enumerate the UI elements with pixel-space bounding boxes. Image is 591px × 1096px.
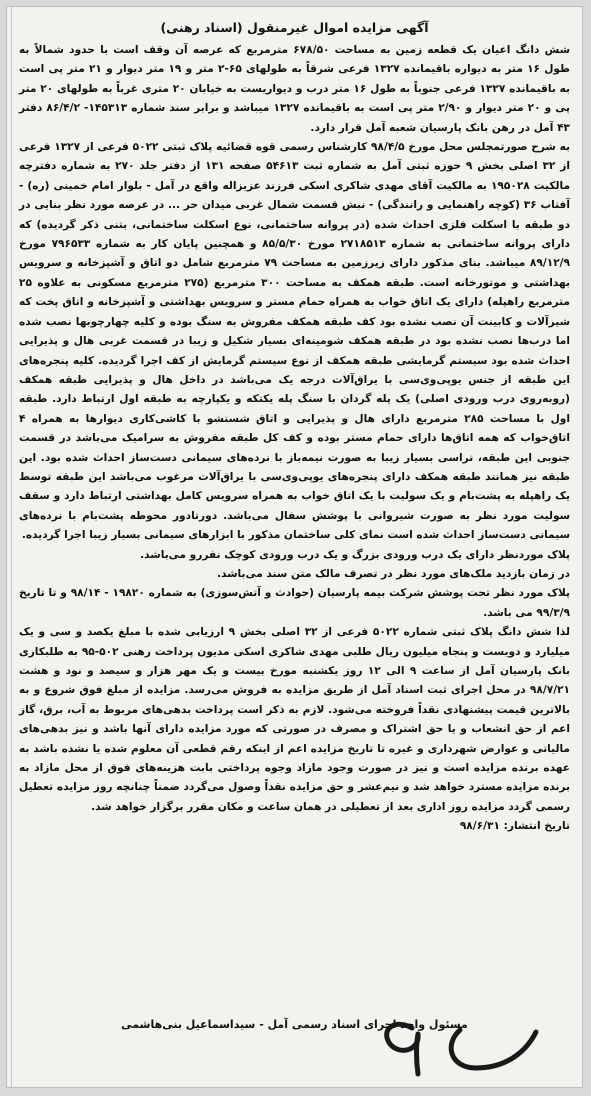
publish-date: تاریخ انتشار: ۹۸/۶/۳۱ <box>459 820 570 833</box>
notice-paragraph-insurance: پلاک مورد نظر تحت پوشش شرکت بیمه پارسیان (حوادث و آتش‌سوزی) به شماره ۱۹۸۲۰ - ۹۸/۱۴ و تا تاریخ ۹۹/۳/۹ می باشد. <box>19 587 570 619</box>
notice-paragraph-entrances: پلاک موردنظر دارای یک درب ورودی بزرگ و یک درب ورودی کوچک نفررو می‌باشد. <box>140 548 570 561</box>
notice-paragraph-expert-report: به شرح صورتمجلس محل مورخ ۹۸/۴/۵ کارشناس رسمی قوه قضائیه پلاک ثبتی ۵۰۲۲ فرعی از ۱۳۲۷ فرعی از ۳۲ اصلی بخش ۹ حوزه ثبتی آمل به شماره ثبت ۵۴۶۱۳ صفحه ۱۳۱ از دفتر جلد ۲۷۰ به شماره دفترچه مالکیت ۱۹۵۰۲۸ به مالکیت آقای مهدی شاکری اسکی فرزند عزیزاله واقع در آمل - بلوار امام خمینی (ره) - آفتاب ۳۶ (کوچه راهنمایی و رانندگی) - نبش قسمت شمال غربی میدان حر ... در عرصه مورد نظر بنایی در دو طبقه با اسکلت فلزی احداث شده (در پروانه ساختمانی، نوع اسکلت ساختمانی، بتنی ذکر گردیده) که دارای پروانه ساختمانی به شماره ۲۷۱۸۵۱۳ مورخ ۸۵/۵/۳۰ و همچنین پایان کار به شماره ۷۹۶۵۳۳ مورخ ۸۹/۱۲/۹ میباشد. بنای مذکور دارای زیرزمین به مساحت ۷۹ مترمربع شامل دو اتاق و آشپزخانه و سرویس بهداشتی و موتورخانه است. طبقه همکف به مساحت ۳۰۰ مترمربع (۲۷۵ مترمربع مسکونی به علاوه ۲۵ مترمربع راهپله) دارای یک اتاق خواب به همراه حمام مستر و سرویس بهداشتی و آشپزخانه و اتاق پخت که شیرآلات و کابینت آن نصب نشده بود کف طبقه همکف مفروش به سنگ بوده و کلیه چهارچوبها نصب شده اما درب‌ها نصب نشده بود در طبقه همکف شومینه‌ای بسیار شکیل و زیبا در قسمت غربی هال و پذیرایی احداث شده بود سیستم گرمایشی طبقه همکف از نوع سیستم گرمایش از کف اجرا گردیده. کلیه پنجره‌های این طبقه از جنس یوپی‌وی‌سی با یراق‌آلات درجه یک می‌باشد در داخل هال و پذیرایی طبقه همکف (روبه‌روی درب ورودی اصلی) یک پله گردان با سنگ پله یکتکه و یکپارچه به طبقه اول ارتباط دارد. طبقه اول با مساحت ۲۸۵ مترمربع دارای هال و پذیرایی و اتاق شستشو با کاشی‌کاری دیوارها به همراه ۴ اتاق‌خواب که همه اتاق‌ها دارای حمام مستر بوده و کف کل طبقه مفروش به سرامیک می‌باشد در قسمت جنوبی این طبقه، تراسی بسیار زیبا به صورت نیمه‌باز با نرده‌های سیمانی دست‌ساز احداث شده بود. این طبقه نیز همانند طبقه همکف دارای پنجره‌های یوپی‌وی‌سی با یراق‌آلات مرغوب می‌باشد این طبقه توسط یک راهپله به پشت‌بام و یک سولیت با یک اتاق خواب به همراه سرویس کامل بهداشتی ارتباط دارد و سقف سولیت مورد نظر به صورت شیروانی با پوشش سفال می‌باشد. دورتادور محوطه پشت‌بام با نرده‌های سیمانی دست‌ساز احداث شده است نمای کلی ساختمان مذکور با ابزارهای سیمانی بسیار زیبا اجرا گردیده. <box>19 141 571 542</box>
clipping-edge-line <box>11 7 12 1087</box>
notice-paragraph-auction-terms: لذا شش دانگ پلاک ثبتی شماره ۵۰۲۲ فرعی از ۳۲ اصلی بخش ۹ ارزیابی شده با مبلغ یکصد و سی و یک میلیارد و دویست و پنجاه میلیون ریال طلبی مهدی شاکری اسکی مدیون پرداخت رهنی ۵۰۲-۹۵ به طلبکاری بانک پارسیان آمل از ساعت ۹ الی ۱۲ روز یکشنبه مورخ بیست و یک مهر هزار و سیصد و نود و هشت ۹۸/۷/۲۱ در محل اجرای ثبت اسناد آمل از طریق مزایده به فروش می‌رسد. مزایده از مبلغ فوق شروع و به بالاترین قیمت پیشنهادی نقداً فروخته می‌شود. لازم به ذکر است پرداخت بدهی‌های مربوط به آب، برق، گاز اعم از حق انشعاب و یا حق اشتراک و مصرف در صورتی که مورد مزایده دارای آنها باشد و نیز بدهی‌های مالیاتی و عوارض شهرداری و غیره تا تاریخ مزایده اعم از اینکه رقم قطعی آن معلوم شده یا نشده باشد به عهده برنده مزایده است و نیز در صورت وجود مازاد وجوه پرداختی بابت هزینه‌های فوق از محل مازاد به برنده مزایده مسترد خواهد شد و نیم‌عشر و حق مزایده نقداً وصول می‌گردد ضمناً چنانچه روز مزایده تعطیل رسمی گردد مزایده روز اداری بعد از تعطیلی در همان ساعت و مکان مقرر برگزار خواهد شد. <box>19 626 571 813</box>
handwritten-number-mark <box>372 1010 552 1082</box>
notice-paragraph-possession: در زمان بازدید ملک‌های مورد نظر در تصرف مالک متن سند می‌باشد. <box>216 567 570 580</box>
newspaper-clipping <box>6 6 583 1088</box>
notice-paragraph-property: شش دانگ اعیان یک قطعه زمین به مساحت ۶۷۸/۵۰ مترمربع که عرصه آن وقف است با حدود شمالاً به طول ۱۶ متر به دیواره باقیمانده ۱۳۲۷ فرعی شرقاً به طولهای ۶۵-۲ متر و ۱۹ متر دیوار و ۲۱ متر پی است به باقیمانده ۱۳۲۷ فرعی جنوباً به طول ۱۶ متر درب و دیواریست به خیابان ۲۰ متری غرباً به طولهای ۲۰ متر پی و ۲۰ متر دیوار و ۲/۹۰ متر پی است به باقیمانده ۱۳۲۷ میباشد و برابر سند شماره ۱۴۵۳۱۳- ۸۶/۴/۲ دفتر ۴۳ آمل در رهن بانک پارسیان شعبه آمل قرار دارد. <box>19 44 571 134</box>
auction-notice <box>19 17 570 997</box>
notice-title: آگهی مزایده اموال غیرمنقول (اسناد رهنی) <box>160 20 429 35</box>
notice-signature: مسئول واحد اجرای اسناد رسمی آمل - سیداسماعیل بنی‌هاشمی <box>121 1018 468 1031</box>
